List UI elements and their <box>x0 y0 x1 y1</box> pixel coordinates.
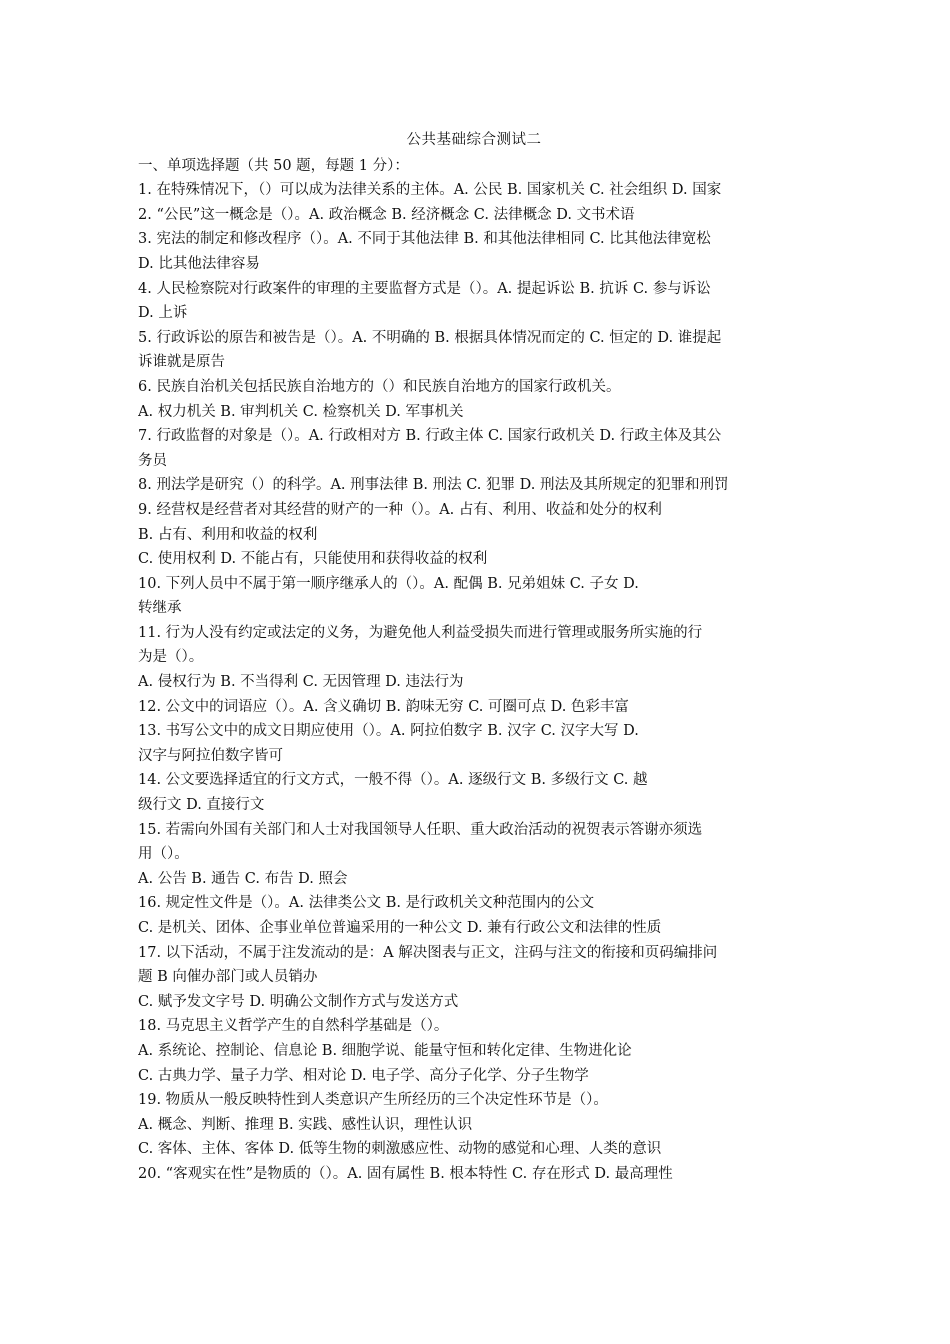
text-line: 8. 刑法学是研究（）的科学。A. 刑事法律 B. 刑法 C. 犯罪 D. 刑法及其所规定的犯罪和刑罚 <box>138 477 729 494</box>
text-line: 2. “公民”这一概念是（）。A. 政治概念 B. 经济概念 C. 法律概念 D. 文书术语 <box>138 206 635 223</box>
text-line: 题 B 向催办部门或人员销办 <box>138 969 318 986</box>
text-line: 18. 马克思主义哲学产生的自然科学基础是（）。 <box>138 1018 449 1035</box>
text-line: D. 比其他法律容易 <box>138 255 260 272</box>
text-line: 4. 人民检察院对行政案件的审理的主要监督方式是（）。A. 提起诉讼 B. 抗诉 C. 参与诉讼 <box>138 280 711 297</box>
text-line: 务员 <box>138 452 167 469</box>
text-line: 20. “客观实在性”是物质的（）。A. 固有属性 B. 根本特性 C. 存在形式 D. 最高理性 <box>138 1165 673 1182</box>
text-line: A. 系统论、控制论、信息论 B. 细胞学说、能量守恒和转化定律、生物进化论 <box>138 1042 632 1059</box>
text-line: 9. 经营权是经营者对其经营的财产的一种（）。A. 占有、利用、收益和处分的权利 <box>138 501 662 518</box>
text-line: 14. 公文要选择适宜的行文方式，一般不得（）。A. 逐级行文 B. 多级行文 C. 越 <box>138 772 648 789</box>
text-line: 7. 行政监督的对象是（）。A. 行政相对方 B. 行政主体 C. 国家行政机关 D. 行政主体及其公 <box>138 428 722 445</box>
text-line: B. 占有、利用和收益的权利 <box>138 526 318 543</box>
text-line: 6. 民族自治机关包括民族自治地方的（）和民族自治地方的国家行政机关。 <box>138 378 621 395</box>
document-title: 公共基础综合测试二 <box>406 132 542 148</box>
document-body <box>138 128 810 1187</box>
text-line: 12. 公文中的词语应（）。A. 含义确切 B. 韵味无穷 C. 可圈可点 D. 色彩丰富 <box>138 698 629 715</box>
text-line: C. 古典力学、量子力学、相对论 D. 电子学、高分子化学、分子生物学 <box>138 1067 589 1084</box>
text-line: 10. 下列人员中不属于第一顺序继承人的（）。A. 配偶 B. 兄弟姐妹 C. 子女 D. <box>138 575 639 592</box>
text-line: 级行文 D. 直接行文 <box>138 797 265 814</box>
text-line: D. 上诉 <box>138 305 188 322</box>
text-line: A. 权力机关 B. 审判机关 C. 检察机关 D. 军事机关 <box>138 403 464 420</box>
text-line: 17. 以下活动，不属于注发流动的是：A 解决图表与正文，注码与注文的衔接和页码编排问 <box>138 944 718 961</box>
text-line: 用（）。 <box>138 846 189 863</box>
text-line: 19. 物质从一般反映特性到人类意识产生所经历的三个决定性环节是（）。 <box>138 1092 608 1109</box>
text-line: C. 客体、主体、客体 D. 低等生物的刺激感应性、动物的感觉和心理、人类的意识 <box>138 1141 662 1158</box>
text-line: 13. 书写公文中的成文日期应使用（）。A. 阿拉伯数字 B. 汉字 C. 汉字大写 D. <box>138 723 639 740</box>
text-line: 汉字与阿拉伯数字皆可 <box>138 747 283 764</box>
text-line: 转继承 <box>138 600 182 617</box>
question-list <box>138 154 810 1187</box>
text-line: 1. 在特殊情况下，（）可以成为法律关系的主体。A. 公民 B. 国家机关 C. 社会组织 D. 国家 <box>138 182 722 199</box>
text-line: 16. 规定性文件是（）。A. 法律类公文 B. 是行政机关文种范围内的公文 <box>138 895 595 912</box>
text-line: 一、单项选择题（共 50 题，每题 1 分）： <box>138 157 409 174</box>
text-line: A. 公告 B. 通告 C. 布告 D. 照会 <box>138 870 348 887</box>
text-line: 5. 行政诉讼的原告和被告是（）。A. 不明确的 B. 根据具体情况而定的 C. 恒定的 D. 谁提起 <box>138 329 722 346</box>
text-line: 3. 宪法的制定和修改程序（）。A. 不同于其他法律 B. 和其他法律相同 C. 比其他法律宽松 <box>138 231 711 248</box>
text-line: C. 是机关、团体、企事业单位普遍采用的一种公文 D. 兼有行政公文和法律的性质 <box>138 920 662 936</box>
text-line: C. 使用权利 D. 不能占有，只能使用和获得收益的权利 <box>138 551 488 568</box>
text-line: A. 概念、判断、推理 B. 实践、感性认识，理性认识 <box>138 1116 473 1133</box>
text-line: 11. 行为人没有约定或法定的义务，为避免他人利益受损失而进行管理或服务所实施的行 <box>138 624 703 641</box>
text-line: 诉谁就是原告 <box>138 354 225 371</box>
text-line: 为是（）。 <box>138 649 204 666</box>
text-line: A. 侵权行为 B. 不当得利 C. 无因管理 D. 违法行为 <box>138 674 464 691</box>
text-line: C. 赋予发文字号 D. 明确公文制作方式与发送方式 <box>138 993 459 1010</box>
text-line: 15. 若需向外国有关部门和人士对我国领导人任职、重大政治活动的祝贺表示答谢亦须选 <box>138 821 703 838</box>
